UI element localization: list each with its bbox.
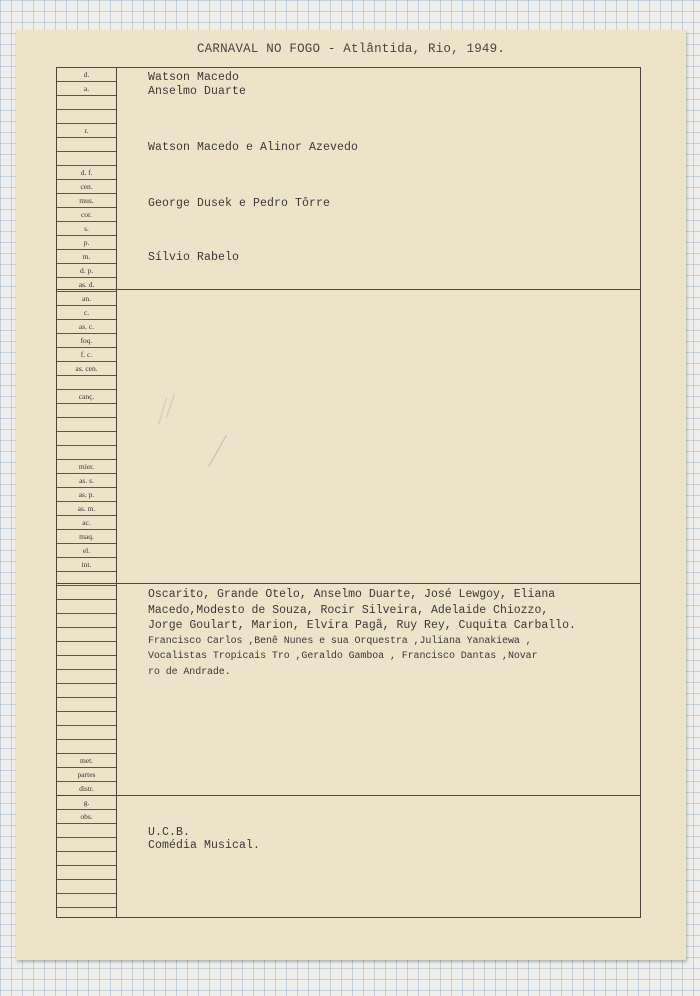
section-divider [57,583,640,584]
cast-line: Oscarito, Grande Otelo, Anselmo Duarte, José Lewgoy, Eliana [148,588,556,601]
cast-line: Jorge Goulart, Marion, Elvira Pagã, Ruy Rey, Cuquita Carballo. [148,619,576,632]
label-row: ac. [57,516,116,530]
cast-list [148,587,648,680]
label-row [57,866,116,880]
label-row: as. m. [57,502,116,516]
label-row: s. [57,222,116,236]
label-row: as. s. [57,474,116,488]
label-row: obs. [57,810,116,824]
credit-screenplay: Watson Macedo e Alinor Azevedo [148,141,359,154]
genre: Comédia Musical. [148,839,261,852]
label-row: f. c. [57,348,116,362]
label-row [57,726,116,740]
label-row [57,404,116,418]
label-row: m. [57,250,116,264]
label-row: cor. [57,208,116,222]
label-row [57,586,116,600]
label-row [57,614,116,628]
label-row: int. [57,558,116,572]
label-row [57,670,116,684]
label-row [57,446,116,460]
card-grid [56,67,641,918]
label-row [57,432,116,446]
credit-assistant: Anselmo Duarte [148,85,247,98]
label-row: partes [57,768,116,782]
credit-sound: Sílvio Rabelo [148,251,240,264]
label-row [57,110,116,124]
label-row [57,838,116,852]
cast-line: ro de Andrade. [148,666,231,678]
label-row [57,740,116,754]
label-row: as. cen. [57,362,116,376]
section-divider [57,289,640,290]
label-row [57,152,116,166]
pencil-marks [57,68,640,917]
label-row: an. [57,292,116,306]
label-row [57,894,116,908]
label-row: cen. [57,180,116,194]
label-row: as. d. [57,278,116,292]
label-row [57,96,116,110]
label-row [57,628,116,642]
label-row: canç. [57,390,116,404]
label-row: as. p. [57,488,116,502]
label-row [57,698,116,712]
label-row: met. [57,754,116,768]
label-row [57,642,116,656]
section-divider [57,795,640,796]
label-row: mier. [57,460,116,474]
cast-line: Francisco Carlos ,Benê Nunes e sua Orquestra ,Juliana Yanakiewa , [148,635,532,647]
label-row: d. p. [57,264,116,278]
label-row: distr. [57,782,116,796]
label-row: p. [57,236,116,250]
label-row [57,376,116,390]
cast-line: Vocalistas Tropicais Tro ,Geraldo Gamboa , Francisco Dantas ,Novar [148,651,538,662]
label-row: d. f. [57,166,116,180]
label-row: as. c. [57,320,116,334]
label-column [57,68,117,917]
label-row [57,418,116,432]
label-row: d. [57,68,116,82]
label-row [57,656,116,670]
label-row: g. [57,796,116,810]
distributor: U.C.B. [148,826,191,839]
label-row: r. [57,124,116,138]
cast-line: Macedo,Modesto de Souza, Rocir Silveira, Adelaide Chiozzo, [148,603,549,617]
label-row: c. [57,306,116,320]
label-row: mus. [57,194,116,208]
label-row: maq. [57,530,116,544]
credit-photography: George Dusek e Pedro Tôrre [148,197,331,210]
label-row: a. [57,82,116,96]
label-row [57,138,116,152]
label-row [57,880,116,894]
label-row [57,600,116,614]
label-row [57,712,116,726]
credit-direction: Watson Macedo [148,71,240,84]
label-row [57,852,116,866]
label-row: el. [57,544,116,558]
label-row [57,684,116,698]
catalog-card [16,30,686,960]
label-row: foq. [57,334,116,348]
card-title: CARNAVAL NO FOGO - Atlântida, Rio, 1949. [196,42,506,56]
label-row [57,824,116,838]
